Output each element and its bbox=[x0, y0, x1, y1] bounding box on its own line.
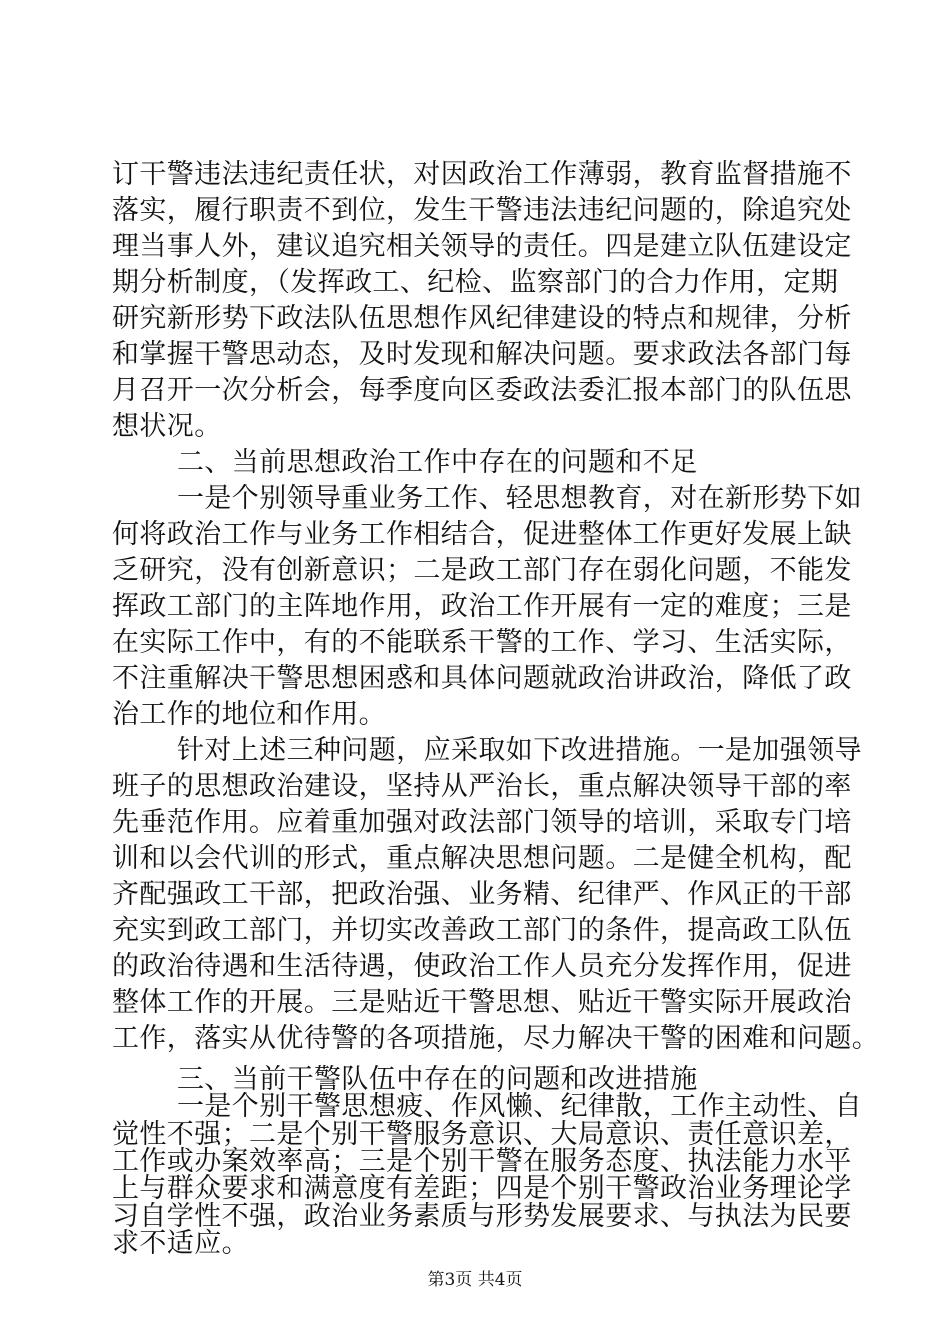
paragraph-line: 何将政治工作与业务工作相结合，促进整体工作更好发展上缺 bbox=[112, 519, 852, 550]
paragraph-line: 订干警违法违纪责任状，对因政治工作薄弱，教育监督措施不 bbox=[112, 159, 852, 190]
paragraph-line: 齐配强政工干部，把政治强、业务精、纪律严、作风正的干部 bbox=[112, 879, 852, 910]
paragraph-line: 工作，落实从优待警的各项措施，尽力解决干警的困难和问题。 bbox=[112, 1023, 880, 1054]
paragraph-line: 一是个别领导重业务工作、轻思想教育，对在新形势下如 bbox=[177, 483, 862, 514]
paragraph-line: 落实，履行职责不到位，发生干警违法违纪问题的，除追究处 bbox=[112, 195, 852, 226]
paragraph-line: 训和以会代训的形式，重点解决思想问题。二是健全机构，配 bbox=[112, 843, 852, 874]
paragraph-line: 想状况。 bbox=[112, 411, 222, 442]
paragraph-line: 针对上述三种问题，应采取如下改进措施。一是加强领导 bbox=[177, 735, 862, 766]
paragraph-line: 充实到政工部门，并切实改善政工部门的条件，提高政工队伍 bbox=[112, 915, 852, 946]
paragraph-line: 觉性不强；二是个别干警服务意识、大局意识、责任意识差， bbox=[112, 1119, 852, 1150]
section-heading: 二、当前思想政治工作中存在的问题和不足 bbox=[177, 447, 698, 478]
paragraph-line: 一是个别干警思想疲、作风懒、纪律散，工作主动性、自 bbox=[177, 1091, 862, 1122]
page-number-footer: 第3页 共4页 bbox=[427, 1270, 523, 1290]
paragraph-line: 在实际工作中，有的不能联系干警的工作、学习、生活实际， bbox=[112, 627, 852, 658]
paragraph-line: 和掌握干警思动态，及时发现和解决问题。要求政法各部门每 bbox=[112, 339, 852, 370]
paragraph-line: 班子的思想政治建设，坚持从严治长，重点解决领导干部的率 bbox=[112, 771, 852, 802]
paragraph-line: 整体工作的开展。三是贴近干警思想、贴近干警实际开展政治 bbox=[112, 987, 852, 1018]
paragraph-line: 挥政工部门的主阵地作用，政治工作开展有一定的难度；三是 bbox=[112, 591, 852, 622]
paragraph-line: 乏研究，没有创新意识；二是政工部门存在弱化问题，不能发 bbox=[112, 555, 852, 586]
paragraph-line: 不注重解决干警思想困惑和具体问题就政治讲政治，降低了政 bbox=[112, 663, 852, 694]
paragraph-line: 月召开一次分析会，每季度向区委政法委汇报本部门的队伍思 bbox=[112, 375, 852, 406]
paragraph-line: 求不适应。 bbox=[112, 1228, 249, 1259]
paragraph-line: 工作或办案效率高；三是个别干警在服务态度、执法能力水平 bbox=[112, 1146, 852, 1177]
paragraph-line: 的政治待遇和生活待遇，使政治工作人员充分发挥作用，促进 bbox=[112, 951, 852, 982]
paragraph-line: 上与群众要求和满意度有差距；四是个别干警政治业务理论学 bbox=[112, 1173, 852, 1204]
paragraph-line: 理当事人外，建议追究相关领导的责任。四是建立队伍建设定 bbox=[112, 231, 852, 262]
section-heading: 三、当前干警队伍中存在的问题和改进措施 bbox=[177, 1064, 698, 1095]
paragraph-line: 先垂范作用。应着重加强对政法部门领导的培训，采取专门培 bbox=[112, 807, 852, 838]
paragraph-line: 治工作的地位和作用。 bbox=[112, 699, 386, 730]
paragraph-line: 期分析制度，（发挥政工、纪检、监察部门的合力作用，定期 bbox=[112, 267, 839, 298]
paragraph-line: 研究新形势下政法队伍思想作风纪律建设的特点和规律，分析 bbox=[112, 303, 852, 334]
paragraph-line: 习自学性不强，政治业务素质与形势发展要求、与执法为民要 bbox=[112, 1201, 852, 1232]
